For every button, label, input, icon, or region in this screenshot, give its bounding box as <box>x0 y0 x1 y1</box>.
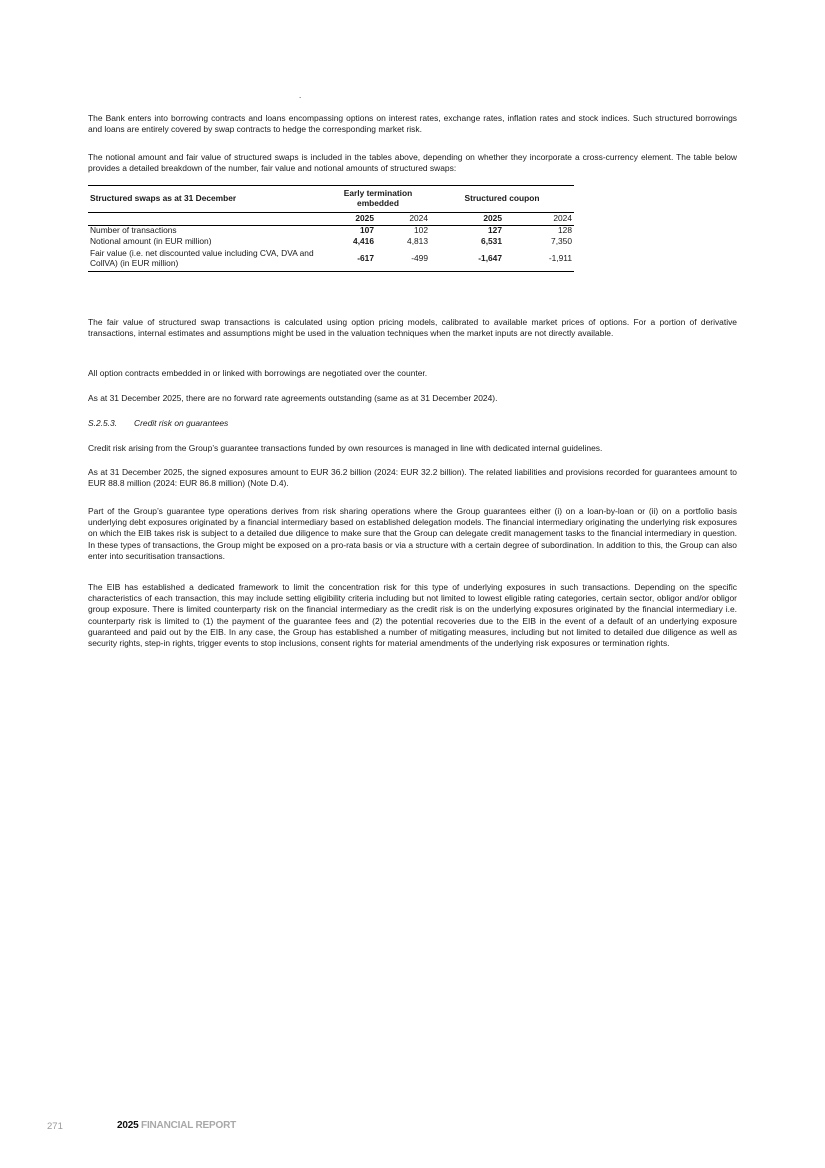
row-label: Number of transactions <box>90 225 177 236</box>
report-name: FINANCIAL REPORT <box>141 1120 236 1131</box>
marker-dot: . <box>299 91 302 100</box>
paragraph-otc-options: All option contracts embedded in or linked with borrowings are negotiated over the counter. <box>88 368 428 378</box>
table-cell: 6,531 <box>481 235 502 246</box>
table-cell: 107 <box>360 225 374 236</box>
year-header: 2024 <box>504 213 574 226</box>
table-cell: 4,416 <box>353 235 374 246</box>
table-cell: 4,813 <box>407 235 428 246</box>
paragraph-structured-borrowings: The Bank enters into borrowing contracts and loans encompassing options on interest rates, exchange rates, inflation rates and stock indices. Such structured borrowings and loans are entirely covered by swap contracts to hedge the corresponding market risk. <box>88 113 737 135</box>
section-heading <box>88 418 228 429</box>
table-year-row <box>88 213 574 226</box>
paragraph-forward-rate-agreements: As at 31 December 2025, there are no forward rate agreements outstanding (same as at 31 December 2024). <box>88 393 498 403</box>
year-spacer <box>88 213 326 226</box>
group-header-structured-coupon: Structured coupon <box>430 186 574 213</box>
section-title: Credit risk on guarantees <box>134 418 229 428</box>
table-cell: 127 <box>488 225 502 236</box>
year-header: 2025 <box>430 213 504 226</box>
paragraph-fair-value-calculation: The fair value of structured swap transactions is calculated using option pricing models, calibrated to available market prices of options. For a portion of derivative transactions, internal estimates and assumptions might be used in the valuation techniques when the market inputs are not directly available. <box>88 317 737 339</box>
report-title <box>117 1120 236 1131</box>
table-cell: 102 <box>414 225 428 236</box>
table-row <box>88 237 574 248</box>
table-cell: 128 <box>558 225 572 236</box>
table-header-row <box>88 186 574 213</box>
paragraph-guarantee-credit-risk: Credit risk arising from the Group’s guarantee transactions funded by own resources is managed in line with dedicated internal guidelines. <box>88 443 603 453</box>
year-header: 2024 <box>376 213 430 226</box>
year-header: 2025 <box>326 213 376 226</box>
row-label: Notional amount (in EUR million) <box>90 235 212 246</box>
paragraph-signed-exposures: As at 31 December 2025, the signed exposures amount to EUR 36.2 billion (2024: EUR 32.2 billion). The related liabilities and provisions recorded for guarantees amount to EUR 88.8 million (2024: EUR 86.8 million) (Note D.4). <box>88 467 737 489</box>
report-year: 2025 <box>117 1120 139 1131</box>
structured-swaps-table <box>88 185 574 272</box>
paragraph-risk-sharing: Part of the Group’s guarantee type operations derives from risk sharing operations where the Group guarantees either (i) on a loan-by-loan or (ii) on a portfolio basis underlying debt exposures originated by a financial intermediary based on established delegation models. The financial intermediary originating the underlying risk exposures on which the EIB takes risk is subject to a detailed due diligence to make sure that the Group can delegate credit management tasks to the financial intermediary in question. In these types of transactions, the Group might be exposed on a pro-rata basis or via a structure with a certain degree of subordination. In addition to this, the Group can also enter into securitisation transactions. <box>88 506 737 561</box>
paragraph-concentration-framework: The EIB has established a dedicated framework to limit the concentration risk for this type of underlying exposures in such transactions. Depending on the specific characteristics of each transaction, this may include setting eligibility criteria including but not limited to lowest eligible rating categories, certain sector, obligor and/or obligor group exposure. There is limited counterparty risk on the financial intermediary as the credit risk is on the underlying exposures originated by the financial intermediary i.e. counterparty risk is limited to (1) the payment of the guarantee fees and (2) the potential recoveries due to the EIB in the event of a default of an underlying exposure guaranteed and paid out by the EIB. In any case, the Group has established a number of mitigating measures, including but not limited to detailed due diligence as well as security rights, step-in rights, trigger events to stop inclusions, consent rights for material amendments of the underlying risk exposures or termination rights. <box>88 582 737 649</box>
table-cell: -1,647 <box>430 247 504 272</box>
table-cell: 7,350 <box>551 235 572 246</box>
table-cell: -617 <box>326 247 376 272</box>
table-row <box>88 226 574 237</box>
table-cell: -499 <box>376 247 430 272</box>
paragraph-notional-amount: The notional amount and fair value of structured swaps is included in the tables above, depending on whether they incorporate a cross-currency element. The table below provides a detailed breakdown of the number, fair value and notional amounts of structured swaps: <box>88 152 737 174</box>
table-title: Structured swaps as at 31 December <box>88 186 326 213</box>
section-number: S.2.5.3. <box>88 418 118 428</box>
page-number: 271 <box>47 1121 63 1132</box>
row-label: Fair value (i.e. net discounted value including CVA, DVA and CollVA) (in EUR million) <box>88 247 326 272</box>
group-header-early-termination: Early termination embedded <box>326 186 430 213</box>
table-cell: -1,911 <box>504 247 574 272</box>
table-row <box>88 247 574 272</box>
